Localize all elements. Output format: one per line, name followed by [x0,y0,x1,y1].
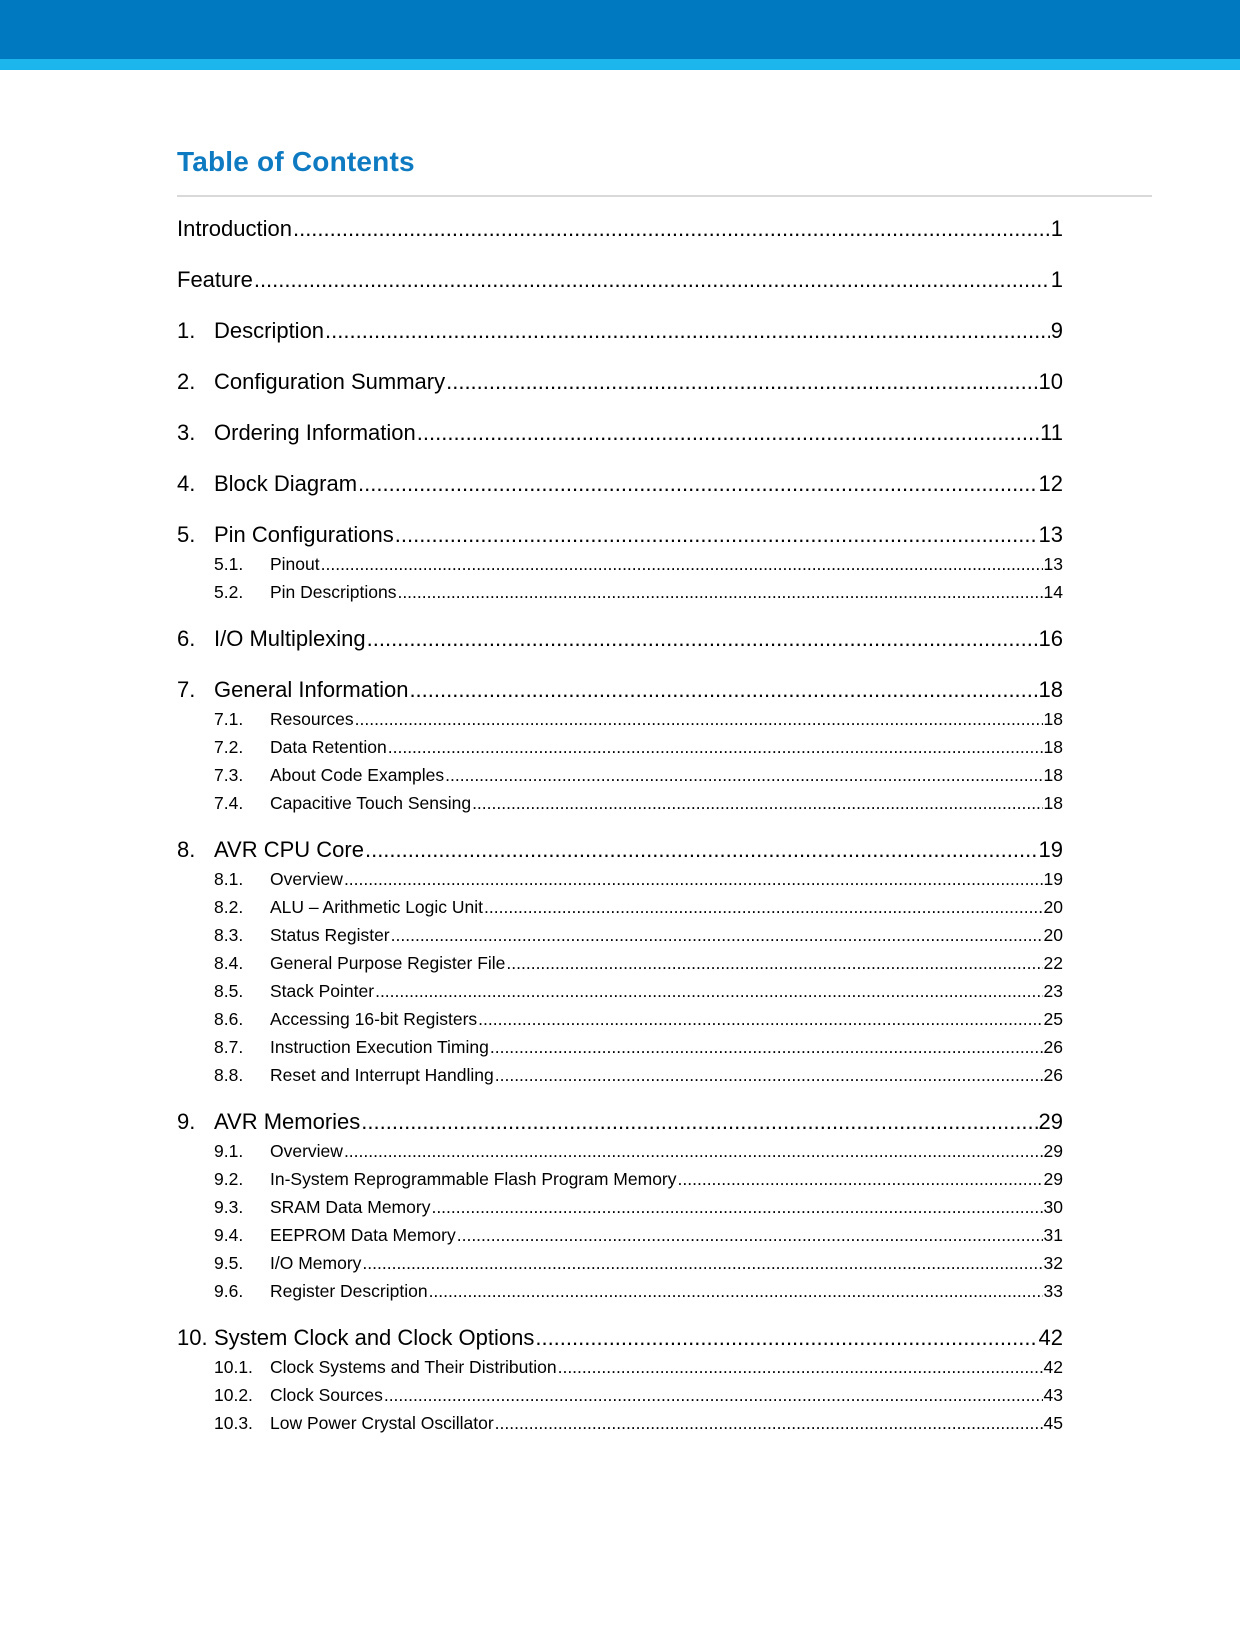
toc-entry-page: 1 [1050,267,1063,292]
toc-subentry-label: Low Power Crystal Oscillator [270,1413,494,1433]
toc-entry-label: Block Diagram [214,471,358,496]
toc-subentry-number: 7.1. [214,709,244,729]
toc-subentry-label: ALU – Arithmetic Logic Unit [270,897,484,917]
toc-subentry-number: 10.1. [214,1357,253,1377]
toc-entry[interactable] [177,412,1063,463]
toc-subentry[interactable] [177,733,1063,761]
toc-entry[interactable] [177,618,1063,669]
toc-entry[interactable] [177,669,1063,705]
toc-entry-number: 6. [177,626,196,651]
dot-leader [325,310,1050,352]
toc-subentry-label: Data Retention [270,737,387,757]
toc-subentry-label: Register Description [270,1281,428,1301]
toc-subentry-page: 19 [1043,869,1063,889]
page-title: Table of Contents [177,146,415,177]
toc-subentry-page: 31 [1043,1225,1063,1245]
toc-subentry-number: 7.2. [214,737,244,757]
title-divider [177,195,1152,197]
dot-leader [445,761,1042,789]
toc-entry-label: General Information [214,677,409,702]
toc-entry-number: 8. [177,837,196,862]
header-band [0,0,1240,59]
toc-subentry-number: 9.3. [214,1197,244,1217]
toc-subentry-number: 7.4. [214,793,244,813]
toc-entry-label: AVR Memories [214,1109,361,1134]
dot-leader [457,1221,1043,1249]
toc-subentry-number: 8.7. [214,1037,244,1057]
dot-leader [495,1409,1043,1437]
dot-leader [506,949,1042,977]
dot-leader [678,1165,1043,1193]
toc-subsection-list [177,865,1063,1089]
toc-subentry-number: 5.2. [214,582,244,602]
toc-subentry-page: 26 [1043,1037,1063,1057]
toc-entry-page: 29 [1038,1109,1063,1134]
toc-subentry[interactable] [177,1193,1063,1221]
toc-entry-page: 9 [1050,318,1063,343]
toc-entry[interactable] [177,463,1063,514]
toc-entry-page: 12 [1038,471,1063,496]
toc-subentry[interactable] [177,578,1063,606]
toc-subentry-label: Capacitive Touch Sensing [270,793,472,813]
toc-subentry-number: 8.1. [214,869,244,889]
dot-leader [535,1317,1037,1353]
toc-subentry-page: 33 [1043,1281,1063,1301]
toc-subentry[interactable] [177,789,1063,817]
toc-subentry-number: 8.5. [214,981,244,1001]
toc-entry-number: 5. [177,522,196,547]
toc-subentry-label: Reset and Interrupt Handling [270,1065,494,1085]
dot-leader [344,1137,1043,1165]
toc-entry-number: 3. [177,420,196,445]
toc-entry-page: 1 [1050,216,1063,241]
toc-entry-label: I/O Multiplexing [214,626,366,651]
toc-entry-page: 10 [1038,369,1063,394]
toc-entry-number: 4. [177,471,196,496]
toc-subentry-page: 22 [1043,953,1063,973]
toc-subentry-page: 45 [1043,1413,1063,1433]
toc-subentry-label: General Purpose Register File [270,953,506,973]
toc-subentry-number: 8.8. [214,1065,244,1085]
toc-subentry[interactable] [177,1033,1063,1061]
toc-entry-number: 10. [177,1325,208,1350]
toc-subentry-page: 26 [1043,1065,1063,1085]
dot-leader [254,259,1050,301]
toc-subsection-list [177,1353,1063,1437]
toc-subentry[interactable] [177,1381,1063,1409]
dot-leader [361,1101,1037,1137]
dot-leader [484,893,1043,921]
dot-leader [472,789,1042,817]
toc-subentry-number: 9.2. [214,1169,244,1189]
toc-subentry[interactable] [177,921,1063,949]
toc-subentry-number: 8.2. [214,897,244,917]
toc-subentry-label: About Code Examples [270,765,445,785]
dot-leader [384,1381,1043,1409]
toc-subentry[interactable] [177,550,1063,578]
toc-subentry-page: 32 [1043,1253,1063,1273]
dot-leader [431,1193,1042,1221]
toc-subentry-label: Overview [270,869,343,889]
toc-subentry-label: Accessing 16-bit Registers [270,1009,478,1029]
toc-subentry[interactable] [177,1409,1063,1437]
toc-subentry[interactable] [177,1165,1063,1193]
toc-subentry-number: 8.3. [214,925,244,945]
dot-leader [490,1033,1043,1061]
toc-entry-page: 42 [1038,1325,1063,1350]
toc-subentry-label: Stack Pointer [270,981,375,1001]
toc-subentry[interactable] [177,761,1063,789]
toc-entry-number: 7. [177,677,196,702]
toc-subentry[interactable] [177,1137,1063,1165]
toc-subentry[interactable] [177,893,1063,921]
toc-subentry-label: I/O Memory [270,1253,362,1273]
dot-leader [293,208,1050,250]
toc-subentry-label: Clock Sources [270,1385,383,1405]
toc-subentry-label: Clock Systems and Their Distribution [270,1357,557,1377]
toc-subentry-page: 29 [1043,1141,1063,1161]
toc-subentry-number: 9.5. [214,1253,244,1273]
toc-subentry[interactable] [177,1221,1063,1249]
toc-entry-number: 2. [177,369,196,394]
toc-subentry-number: 5.1. [214,554,244,574]
toc-subentry-page: 18 [1043,709,1063,729]
toc-subentry-page: 20 [1043,897,1063,917]
toc-entry-label: Description [214,318,325,343]
toc-entry-page: 16 [1038,626,1063,651]
toc-subentry[interactable] [177,1005,1063,1033]
toc-entry-number: 9. [177,1109,196,1134]
table-of-contents [177,208,1063,1449]
toc-entry[interactable] [177,1317,1063,1353]
toc-entry-label: Ordering Information [214,420,416,445]
toc-entry[interactable] [177,361,1063,412]
toc-entry-page: 11 [1040,420,1063,445]
dot-leader [388,733,1043,761]
toc-subentry-label: EEPROM Data Memory [270,1225,456,1245]
dot-leader [362,1249,1042,1277]
toc-subentry-label: Pin Descriptions [270,582,397,602]
toc-subentry-page: 14 [1043,582,1063,602]
toc-subentry-number: 9.6. [214,1281,244,1301]
toc-subentry-number: 8.6. [214,1009,244,1029]
toc-subentry[interactable] [177,949,1063,977]
toc-entry-label: System Clock and Clock Options [214,1325,535,1350]
dot-leader [409,669,1037,705]
toc-entry[interactable] [177,208,1063,259]
toc-subentry-label: Overview [270,1141,343,1161]
toc-subentry-number: 10.2. [214,1385,253,1405]
toc-entry[interactable] [177,310,1063,361]
toc-subentry-label: Resources [270,709,354,729]
dot-leader [558,1353,1043,1381]
toc-subentry-page: 18 [1043,793,1063,813]
dot-leader [429,1277,1043,1305]
toc-subentry-label: Pinout [270,554,320,574]
toc-entry-page: 13 [1038,522,1063,547]
toc-entry[interactable] [177,259,1063,310]
dot-leader [375,977,1042,1005]
toc-entry-label: Feature [177,267,253,292]
dot-leader [395,514,1038,550]
toc-subentry-page: 29 [1043,1169,1063,1189]
toc-subentry-page: 18 [1043,765,1063,785]
toc-subentry-page: 42 [1043,1357,1063,1377]
dot-leader [391,921,1043,949]
toc-subentry-number: 7.3. [214,765,244,785]
toc-subentry[interactable] [177,1277,1063,1305]
toc-entry-label: AVR CPU Core [214,837,364,862]
dot-leader [367,618,1038,660]
toc-subentry-page: 23 [1043,981,1063,1001]
toc-subentry-label: In-System Reprogrammable Flash Program Memory [270,1169,677,1189]
dot-leader [417,412,1039,454]
dot-leader [344,865,1043,893]
toc-entry-page: 18 [1038,677,1063,702]
toc-subentry-label: SRAM Data Memory [270,1197,431,1217]
toc-subentry-number: 10.3. [214,1413,253,1433]
toc-subentry-page: 43 [1043,1385,1063,1405]
toc-subentry-page: 30 [1043,1197,1063,1217]
dot-leader [397,578,1042,606]
toc-subsection-list [177,1137,1063,1305]
toc-entry-label: Configuration Summary [214,369,446,394]
header-stripe [0,59,1240,70]
dot-leader [478,1005,1042,1033]
toc-entry-label: Introduction [177,216,292,241]
toc-subentry[interactable] [177,977,1063,1005]
toc-entry-number: 1. [177,318,196,343]
toc-entry-label: Pin Configurations [214,522,394,547]
dot-leader [355,705,1043,733]
toc-subentry-number: 9.1. [214,1141,244,1161]
toc-subentry[interactable] [177,865,1063,893]
toc-entry[interactable] [177,1101,1063,1137]
toc-subentry-label: Instruction Execution Timing [270,1037,489,1057]
toc-subentry-page: 25 [1043,1009,1063,1029]
toc-subentry-page: 20 [1043,925,1063,945]
dot-leader [358,463,1037,505]
toc-entry[interactable] [177,514,1063,550]
toc-subentry-label: Status Register [270,925,390,945]
toc-subentry[interactable] [177,705,1063,733]
toc-subentry-number: 8.4. [214,953,244,973]
dot-leader [495,1061,1043,1089]
toc-subentry[interactable] [177,1249,1063,1277]
dot-leader [321,550,1043,578]
dot-leader [446,361,1037,403]
toc-entry[interactable] [177,829,1063,865]
toc-subsection-list [177,705,1063,817]
toc-subsection-list [177,550,1063,606]
toc-subentry-page: 13 [1043,554,1063,574]
toc-subentry-number: 9.4. [214,1225,244,1245]
toc-subentry[interactable] [177,1061,1063,1089]
toc-subentry-page: 18 [1043,737,1063,757]
dot-leader [365,829,1038,865]
toc-subentry[interactable] [177,1353,1063,1381]
toc-entry-page: 19 [1038,837,1063,862]
